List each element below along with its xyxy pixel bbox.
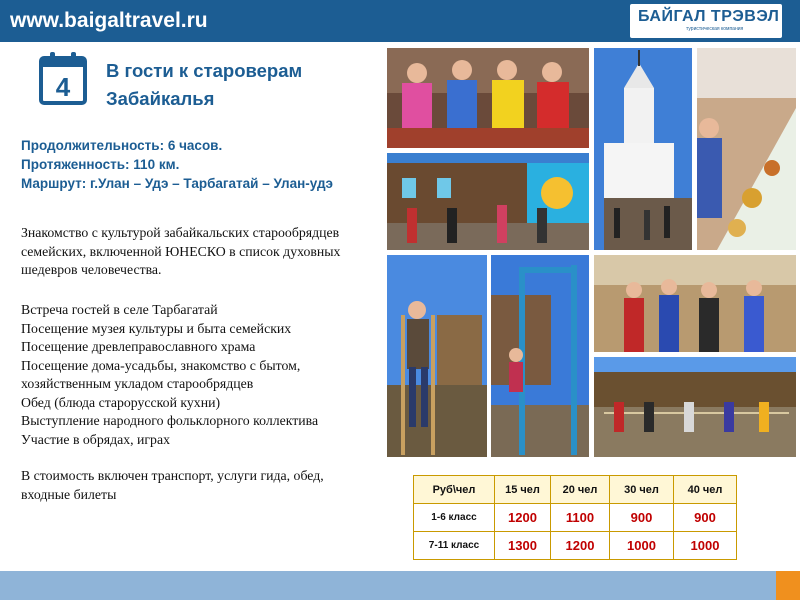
program-item: Участие в обрядах, играх bbox=[21, 431, 170, 447]
photo-swing bbox=[491, 255, 589, 457]
title-line-2: Забайкалья bbox=[106, 88, 215, 109]
table-row bbox=[414, 504, 737, 532]
tour-program bbox=[21, 301, 318, 449]
description-line: Знакомство с культурой забайкальских старообрядцев bbox=[21, 225, 340, 240]
program-item: Выступление народного фольклорного коллектива bbox=[21, 413, 319, 428]
price-cell: 1000 bbox=[674, 532, 737, 560]
photo-feast-table bbox=[697, 48, 796, 250]
column-header: 20 чел bbox=[551, 476, 610, 504]
site-url[interactable]: www.baigaltravel.ru bbox=[10, 9, 208, 32]
duration: Продолжительность: 6 часов. bbox=[21, 138, 223, 153]
price-note-line: В стоимость включен транспорт, услуги гида, обед, bbox=[21, 468, 324, 483]
program-item: Встреча гостей в селе Тарбагатай bbox=[21, 302, 218, 317]
description-line: семейских, включенной ЮНЕСКО в список духовных bbox=[21, 243, 341, 259]
photo-stilts bbox=[387, 255, 487, 457]
price-table bbox=[413, 475, 737, 560]
price-note-line: входные билеты bbox=[21, 486, 117, 502]
tour-description bbox=[21, 224, 340, 280]
logo-text: БАЙГАЛ ТРЭВЭЛ bbox=[638, 8, 780, 25]
price-cell: 1200 bbox=[495, 504, 551, 532]
tour-meta bbox=[21, 136, 333, 193]
photo-church bbox=[594, 48, 692, 250]
company-logo[interactable] bbox=[630, 4, 782, 38]
table-corner: Руб\чел bbox=[414, 476, 495, 504]
program-item: Посещение древлеправославного храма bbox=[21, 339, 256, 354]
title-line-1: В гости к староверам bbox=[106, 60, 303, 81]
photo-tug-of-war bbox=[594, 357, 796, 457]
footer-accent bbox=[776, 571, 800, 600]
row-label: 1-6 класс bbox=[414, 504, 495, 532]
calendar-icon bbox=[38, 50, 88, 106]
table-header-row bbox=[414, 476, 737, 504]
footer-bar bbox=[0, 571, 776, 600]
table-row bbox=[414, 532, 737, 560]
price-cell: 1300 bbox=[495, 532, 551, 560]
program-item: Посещение музея культуры и быта семейских bbox=[21, 320, 292, 336]
program-item: хозяйственным укладом старообрядцев bbox=[21, 376, 254, 391]
price-note bbox=[21, 467, 324, 504]
distance: Протяженность: 110 км. bbox=[21, 157, 180, 172]
logo-subtitle: туристическая компания bbox=[686, 26, 744, 32]
program-item: Обед (блюда старорусской кухни) bbox=[21, 394, 221, 410]
column-header: 15 чел bbox=[495, 476, 551, 504]
column-header: 30 чел bbox=[610, 476, 674, 504]
route: Маршрут: г.Улан – Удэ – Тарбагатай – Улан-удэ bbox=[21, 176, 333, 191]
photo-dance bbox=[594, 255, 796, 352]
column-header: 40 чел bbox=[674, 476, 737, 504]
header-bar bbox=[0, 0, 800, 42]
photo-village-house bbox=[387, 153, 589, 250]
price-cell: 900 bbox=[674, 504, 737, 532]
tour-number: 4 bbox=[55, 72, 71, 102]
program-item: Посещение дома-усадьбы, знакомство с бытом, bbox=[21, 357, 301, 373]
row-label: 7-11 класс bbox=[414, 532, 495, 560]
price-cell: 1000 bbox=[610, 532, 674, 560]
price-cell: 900 bbox=[610, 504, 674, 532]
description-line: шедевров человечества. bbox=[21, 262, 162, 277]
photo-folk-costumes bbox=[387, 48, 589, 148]
page-title bbox=[106, 57, 302, 113]
price-cell: 1100 bbox=[551, 504, 610, 532]
price-cell: 1200 bbox=[551, 532, 610, 560]
